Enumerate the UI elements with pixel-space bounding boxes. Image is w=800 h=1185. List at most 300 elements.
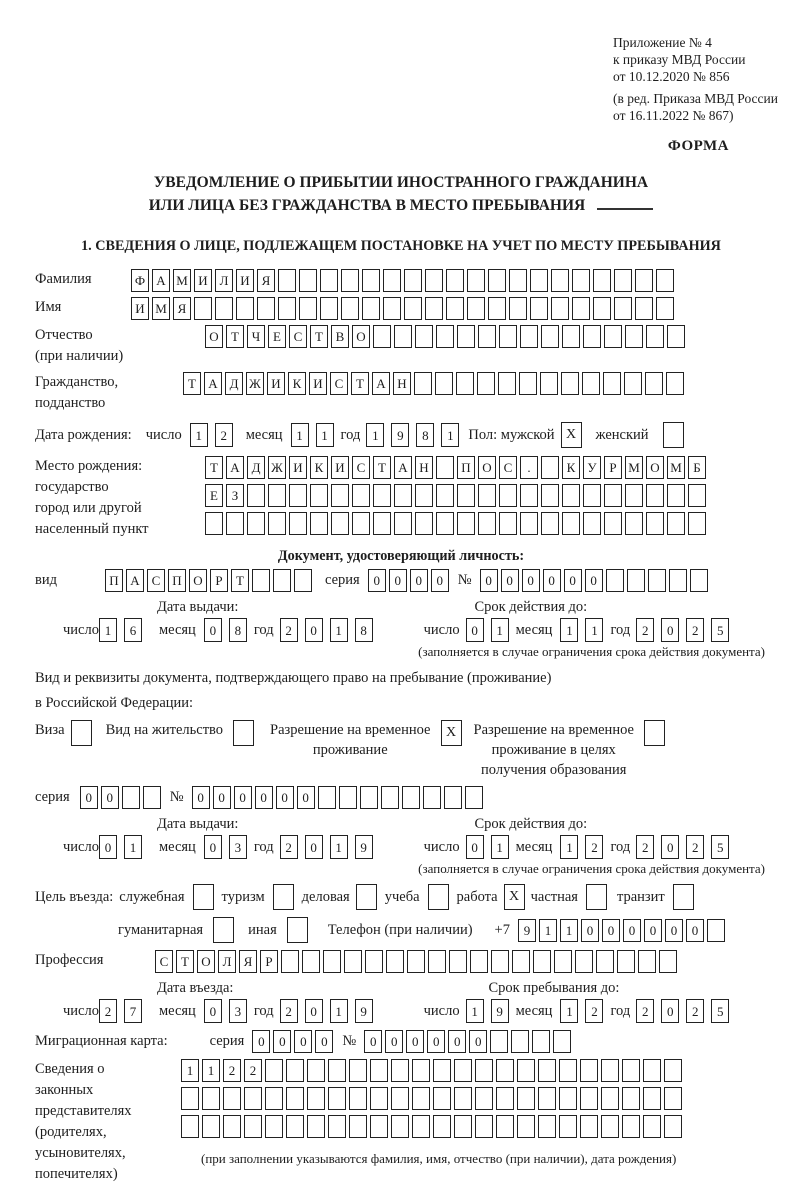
char-cell[interactable] [433, 1059, 451, 1082]
char-cell[interactable] [268, 484, 286, 507]
char-cell[interactable] [562, 512, 580, 535]
char-cell[interactable] [454, 1115, 472, 1138]
char-cell[interactable]: И [131, 297, 149, 320]
doc-series-boxes[interactable] [368, 569, 452, 592]
char-cell[interactable]: 1 [441, 423, 459, 447]
char-cell[interactable] [499, 512, 517, 535]
char-cell[interactable] [373, 512, 391, 535]
char-cell[interactable]: 8 [355, 618, 373, 642]
char-cell[interactable] [488, 269, 506, 292]
char-cell[interactable] [181, 1087, 199, 1110]
char-cell[interactable]: О [352, 325, 370, 348]
char-cell[interactable] [512, 950, 530, 973]
char-cell[interactable] [625, 512, 643, 535]
char-cell[interactable] [457, 325, 475, 348]
char-cell[interactable] [360, 786, 378, 809]
char-cell[interactable] [517, 1087, 535, 1110]
char-cell[interactable] [622, 1115, 640, 1138]
char-cell[interactable] [265, 1087, 283, 1110]
char-cell[interactable]: 0 [192, 786, 210, 809]
char-cell[interactable]: 2 [585, 999, 603, 1023]
char-cell[interactable]: 0 [644, 919, 662, 942]
char-cell[interactable] [520, 484, 538, 507]
char-cell[interactable] [499, 325, 517, 348]
purpose-official-checkbox[interactable] [193, 884, 214, 910]
char-cell[interactable] [475, 1087, 493, 1110]
char-cell[interactable]: 5 [711, 835, 729, 859]
char-cell[interactable] [365, 950, 383, 973]
char-cell[interactable]: В [331, 325, 349, 348]
sex-female-checkbox[interactable] [663, 422, 684, 448]
char-cell[interactable] [143, 786, 161, 809]
char-cell[interactable] [446, 269, 464, 292]
char-cell[interactable] [562, 484, 580, 507]
char-cell[interactable]: А [126, 569, 144, 592]
char-cell[interactable] [667, 484, 685, 507]
char-cell[interactable]: 1 [316, 423, 334, 447]
char-cell[interactable] [339, 786, 357, 809]
char-cell[interactable]: 0 [389, 569, 407, 592]
char-cell[interactable] [532, 1030, 550, 1053]
char-cell[interactable]: О [646, 456, 664, 479]
char-cell[interactable]: 1 [539, 919, 557, 942]
char-cell[interactable] [328, 1115, 346, 1138]
char-cell[interactable] [310, 484, 328, 507]
char-cell[interactable]: Ф [131, 269, 149, 292]
char-cell[interactable]: А [204, 372, 222, 395]
char-cell[interactable] [643, 1059, 661, 1082]
char-cell[interactable] [559, 1115, 577, 1138]
char-cell[interactable] [247, 512, 265, 535]
char-cell[interactable] [320, 297, 338, 320]
char-cell[interactable] [475, 1059, 493, 1082]
char-cell[interactable] [289, 484, 307, 507]
char-cell[interactable]: У [583, 456, 601, 479]
purpose-humanitarian-checkbox[interactable] [213, 917, 234, 943]
char-cell[interactable] [596, 950, 614, 973]
char-cell[interactable]: Ж [246, 372, 264, 395]
char-cell[interactable]: Т [351, 372, 369, 395]
char-cell[interactable]: 0 [661, 999, 679, 1023]
char-cell[interactable] [394, 484, 412, 507]
char-cell[interactable] [580, 1059, 598, 1082]
char-cell[interactable] [646, 325, 664, 348]
char-cell[interactable] [202, 1087, 220, 1110]
char-cell[interactable]: 0 [469, 1030, 487, 1053]
char-cell[interactable] [454, 1059, 472, 1082]
residence-number-boxes[interactable] [192, 786, 486, 809]
char-cell[interactable] [265, 1115, 283, 1138]
char-cell[interactable]: 0 [305, 835, 323, 859]
char-cell[interactable] [604, 325, 622, 348]
char-cell[interactable] [433, 1115, 451, 1138]
char-cell[interactable] [572, 297, 590, 320]
char-cell[interactable]: 0 [581, 919, 599, 942]
char-cell[interactable]: 0 [564, 569, 582, 592]
char-cell[interactable] [436, 484, 454, 507]
char-cell[interactable] [205, 512, 223, 535]
char-cell[interactable] [490, 1030, 508, 1053]
char-cell[interactable] [499, 484, 517, 507]
char-cell[interactable]: Е [205, 484, 223, 507]
stay-month-boxes[interactable] [560, 999, 610, 1023]
char-cell[interactable]: Н [415, 456, 433, 479]
char-cell[interactable] [273, 569, 291, 592]
char-cell[interactable] [604, 484, 622, 507]
char-cell[interactable]: Л [215, 269, 233, 292]
char-cell[interactable]: Д [247, 456, 265, 479]
char-cell[interactable] [614, 269, 632, 292]
char-cell[interactable] [622, 1059, 640, 1082]
char-cell[interactable] [328, 1087, 346, 1110]
char-cell[interactable]: 2 [280, 618, 298, 642]
char-cell[interactable] [244, 1115, 262, 1138]
char-cell[interactable]: 8 [229, 618, 247, 642]
char-cell[interactable]: 1 [124, 835, 142, 859]
char-cell[interactable]: 0 [466, 618, 484, 642]
char-cell[interactable] [341, 269, 359, 292]
char-cell[interactable]: 1 [560, 835, 578, 859]
purpose-other-checkbox[interactable] [287, 917, 308, 943]
char-cell[interactable] [467, 269, 485, 292]
char-cell[interactable] [257, 297, 275, 320]
char-cell[interactable]: 0 [315, 1030, 333, 1053]
char-cell[interactable]: О [197, 950, 215, 973]
char-cell[interactable]: И [331, 456, 349, 479]
char-cell[interactable]: С [330, 372, 348, 395]
char-cell[interactable]: 0 [252, 1030, 270, 1053]
char-cell[interactable] [407, 950, 425, 973]
char-cell[interactable] [498, 372, 516, 395]
char-cell[interactable] [383, 269, 401, 292]
residence-issue-day-boxes[interactable] [99, 835, 149, 859]
doc-issue-month-boxes[interactable] [204, 618, 254, 642]
char-cell[interactable]: 1 [560, 999, 578, 1023]
char-cell[interactable] [391, 1115, 409, 1138]
char-cell[interactable] [625, 325, 643, 348]
char-cell[interactable] [286, 1115, 304, 1138]
char-cell[interactable]: 0 [234, 786, 252, 809]
char-cell[interactable]: 1 [366, 423, 384, 447]
char-cell[interactable] [394, 325, 412, 348]
char-cell[interactable]: 0 [448, 1030, 466, 1053]
char-cell[interactable]: Я [239, 950, 257, 973]
char-cell[interactable]: К [288, 372, 306, 395]
char-cell[interactable] [541, 456, 559, 479]
char-cell[interactable] [635, 297, 653, 320]
char-cell[interactable] [562, 325, 580, 348]
residence-valid-month-boxes[interactable] [560, 835, 610, 859]
char-cell[interactable] [645, 372, 663, 395]
char-cell[interactable]: 2 [686, 618, 704, 642]
char-cell[interactable] [391, 1087, 409, 1110]
char-cell[interactable] [625, 484, 643, 507]
char-cell[interactable]: И [236, 269, 254, 292]
char-cell[interactable]: Р [210, 569, 228, 592]
char-cell[interactable] [307, 1115, 325, 1138]
char-cell[interactable]: Т [231, 569, 249, 592]
doc-kind-boxes[interactable] [105, 569, 315, 592]
char-cell[interactable] [323, 950, 341, 973]
doc-issue-day-boxes[interactable] [99, 618, 149, 642]
char-cell[interactable]: 0 [466, 835, 484, 859]
char-cell[interactable]: 0 [661, 835, 679, 859]
char-cell[interactable] [415, 484, 433, 507]
char-cell[interactable] [414, 372, 432, 395]
profession-boxes[interactable] [155, 950, 680, 973]
char-cell[interactable]: 0 [410, 569, 428, 592]
char-cell[interactable] [646, 512, 664, 535]
char-cell[interactable]: 0 [101, 786, 119, 809]
char-cell[interactable] [707, 919, 725, 942]
char-cell[interactable]: К [562, 456, 580, 479]
char-cell[interactable]: М [625, 456, 643, 479]
char-cell[interactable]: Л [218, 950, 236, 973]
char-cell[interactable] [559, 1059, 577, 1082]
char-cell[interactable] [614, 297, 632, 320]
char-cell[interactable] [331, 512, 349, 535]
char-cell[interactable] [281, 950, 299, 973]
char-cell[interactable] [223, 1115, 241, 1138]
char-cell[interactable] [624, 372, 642, 395]
char-cell[interactable] [690, 569, 708, 592]
char-cell[interactable] [415, 325, 433, 348]
option-residence-permit-checkbox[interactable] [233, 720, 254, 746]
char-cell[interactable]: Б [688, 456, 706, 479]
char-cell[interactable] [436, 512, 454, 535]
char-cell[interactable] [604, 512, 622, 535]
char-cell[interactable]: 2 [636, 618, 654, 642]
char-cell[interactable]: А [226, 456, 244, 479]
char-cell[interactable]: 0 [623, 919, 641, 942]
char-cell[interactable] [307, 1087, 325, 1110]
char-cell[interactable]: 5 [711, 618, 729, 642]
char-cell[interactable] [362, 269, 380, 292]
char-cell[interactable] [341, 297, 359, 320]
residence-series-boxes[interactable] [80, 786, 164, 809]
char-cell[interactable] [601, 1059, 619, 1082]
doc-valid-month-boxes[interactable] [560, 618, 610, 642]
char-cell[interactable] [289, 512, 307, 535]
char-cell[interactable] [664, 1115, 682, 1138]
char-cell[interactable] [593, 269, 611, 292]
char-cell[interactable]: 9 [518, 919, 536, 942]
char-cell[interactable] [278, 269, 296, 292]
char-cell[interactable]: А [152, 269, 170, 292]
char-cell[interactable] [509, 297, 527, 320]
char-cell[interactable] [404, 297, 422, 320]
char-cell[interactable] [286, 1059, 304, 1082]
char-cell[interactable]: Т [373, 456, 391, 479]
purpose-business-checkbox[interactable] [356, 884, 377, 910]
entry-month-boxes[interactable] [204, 999, 254, 1023]
char-cell[interactable] [465, 786, 483, 809]
char-cell[interactable] [412, 1087, 430, 1110]
char-cell[interactable]: 0 [99, 835, 117, 859]
char-cell[interactable] [236, 297, 254, 320]
char-cell[interactable]: 0 [364, 1030, 382, 1053]
char-cell[interactable] [449, 950, 467, 973]
char-cell[interactable]: 0 [305, 999, 323, 1023]
char-cell[interactable]: Т [310, 325, 328, 348]
char-cell[interactable]: И [289, 456, 307, 479]
doc-number-boxes[interactable] [480, 569, 711, 592]
purpose-transit-checkbox[interactable] [673, 884, 694, 910]
char-cell[interactable]: О [189, 569, 207, 592]
char-cell[interactable] [583, 325, 601, 348]
char-cell[interactable]: О [205, 325, 223, 348]
char-cell[interactable] [415, 512, 433, 535]
entry-day-boxes[interactable] [99, 999, 149, 1023]
char-cell[interactable] [606, 569, 624, 592]
char-cell[interactable]: 2 [686, 835, 704, 859]
char-cell[interactable]: 0 [305, 618, 323, 642]
phone-boxes[interactable] [518, 919, 728, 942]
char-cell[interactable] [496, 1087, 514, 1110]
residence-issue-month-boxes[interactable] [204, 835, 254, 859]
char-cell[interactable]: 1 [560, 919, 578, 942]
char-cell[interactable] [436, 325, 454, 348]
char-cell[interactable]: 1 [491, 835, 509, 859]
char-cell[interactable] [425, 297, 443, 320]
char-cell[interactable] [352, 484, 370, 507]
char-cell[interactable] [648, 569, 666, 592]
char-cell[interactable]: О [478, 456, 496, 479]
char-cell[interactable]: С [352, 456, 370, 479]
char-cell[interactable]: 2 [280, 835, 298, 859]
char-cell[interactable]: 1 [181, 1059, 199, 1082]
char-cell[interactable] [475, 1115, 493, 1138]
char-cell[interactable]: 2 [686, 999, 704, 1023]
firstname-boxes[interactable] [131, 297, 677, 320]
option-visa-checkbox[interactable] [71, 720, 92, 746]
char-cell[interactable]: 2 [585, 835, 603, 859]
char-cell[interactable] [457, 484, 475, 507]
char-cell[interactable]: 5 [711, 999, 729, 1023]
char-cell[interactable]: 0 [204, 835, 222, 859]
char-cell[interactable]: . [520, 456, 538, 479]
char-cell[interactable] [478, 484, 496, 507]
char-cell[interactable] [622, 1087, 640, 1110]
char-cell[interactable] [520, 512, 538, 535]
char-cell[interactable] [223, 1087, 241, 1110]
option-temp-residence-checkbox[interactable]: X [441, 720, 462, 746]
char-cell[interactable] [247, 484, 265, 507]
char-cell[interactable] [299, 297, 317, 320]
char-cell[interactable]: 6 [124, 618, 142, 642]
char-cell[interactable] [554, 950, 572, 973]
char-cell[interactable]: Р [604, 456, 622, 479]
char-cell[interactable]: 0 [406, 1030, 424, 1053]
char-cell[interactable] [669, 569, 687, 592]
char-cell[interactable] [659, 950, 677, 973]
char-cell[interactable] [603, 372, 621, 395]
char-cell[interactable] [656, 297, 674, 320]
birthplace-boxes-row2[interactable] [205, 484, 709, 507]
char-cell[interactable] [286, 1087, 304, 1110]
char-cell[interactable]: 9 [391, 423, 409, 447]
char-cell[interactable] [551, 297, 569, 320]
char-cell[interactable]: З [226, 484, 244, 507]
char-cell[interactable]: 0 [297, 786, 315, 809]
char-cell[interactable]: Е [268, 325, 286, 348]
char-cell[interactable]: С [289, 325, 307, 348]
char-cell[interactable] [467, 297, 485, 320]
char-cell[interactable] [294, 569, 312, 592]
char-cell[interactable]: 0 [665, 919, 683, 942]
char-cell[interactable] [386, 950, 404, 973]
char-cell[interactable] [553, 1030, 571, 1053]
char-cell[interactable]: 1 [491, 618, 509, 642]
char-cell[interactable]: 0 [276, 786, 294, 809]
char-cell[interactable] [435, 372, 453, 395]
char-cell[interactable]: 2 [636, 999, 654, 1023]
char-cell[interactable]: 2 [244, 1059, 262, 1082]
char-cell[interactable] [583, 512, 601, 535]
char-cell[interactable] [666, 372, 684, 395]
char-cell[interactable]: 1 [466, 999, 484, 1023]
char-cell[interactable]: 0 [501, 569, 519, 592]
char-cell[interactable] [496, 1115, 514, 1138]
char-cell[interactable]: 0 [686, 919, 704, 942]
char-cell[interactable] [635, 269, 653, 292]
char-cell[interactable]: А [372, 372, 390, 395]
char-cell[interactable] [215, 297, 233, 320]
char-cell[interactable]: С [499, 456, 517, 479]
char-cell[interactable] [664, 1059, 682, 1082]
char-cell[interactable] [470, 950, 488, 973]
char-cell[interactable]: М [173, 269, 191, 292]
char-cell[interactable] [580, 1087, 598, 1110]
char-cell[interactable] [423, 786, 441, 809]
char-cell[interactable]: Ч [247, 325, 265, 348]
char-cell[interactable]: 0 [522, 569, 540, 592]
char-cell[interactable] [538, 1087, 556, 1110]
char-cell[interactable] [320, 269, 338, 292]
char-cell[interactable] [541, 512, 559, 535]
char-cell[interactable] [646, 484, 664, 507]
char-cell[interactable] [244, 1087, 262, 1110]
citizenship-boxes[interactable] [183, 372, 687, 395]
char-cell[interactable]: 0 [661, 618, 679, 642]
char-cell[interactable] [561, 372, 579, 395]
birthdate-day-boxes[interactable] [190, 423, 240, 447]
birthplace-boxes-row1[interactable] [205, 456, 709, 479]
char-cell[interactable] [349, 1115, 367, 1138]
char-cell[interactable]: 3 [229, 999, 247, 1023]
char-cell[interactable] [478, 325, 496, 348]
char-cell[interactable]: 1 [330, 618, 348, 642]
char-cell[interactable]: 0 [204, 618, 222, 642]
char-cell[interactable] [496, 1059, 514, 1082]
char-cell[interactable] [373, 484, 391, 507]
char-cell[interactable] [181, 1115, 199, 1138]
purpose-study-checkbox[interactable] [428, 884, 449, 910]
char-cell[interactable]: 2 [223, 1059, 241, 1082]
stay-year-boxes[interactable] [636, 999, 736, 1023]
char-cell[interactable] [520, 325, 538, 348]
char-cell[interactable]: Т [176, 950, 194, 973]
char-cell[interactable] [530, 297, 548, 320]
char-cell[interactable] [412, 1059, 430, 1082]
char-cell[interactable]: П [457, 456, 475, 479]
char-cell[interactable]: Т [183, 372, 201, 395]
char-cell[interactable] [601, 1115, 619, 1138]
char-cell[interactable] [278, 297, 296, 320]
char-cell[interactable] [299, 269, 317, 292]
purpose-work-checkbox[interactable]: X [504, 884, 525, 910]
char-cell[interactable]: 0 [543, 569, 561, 592]
